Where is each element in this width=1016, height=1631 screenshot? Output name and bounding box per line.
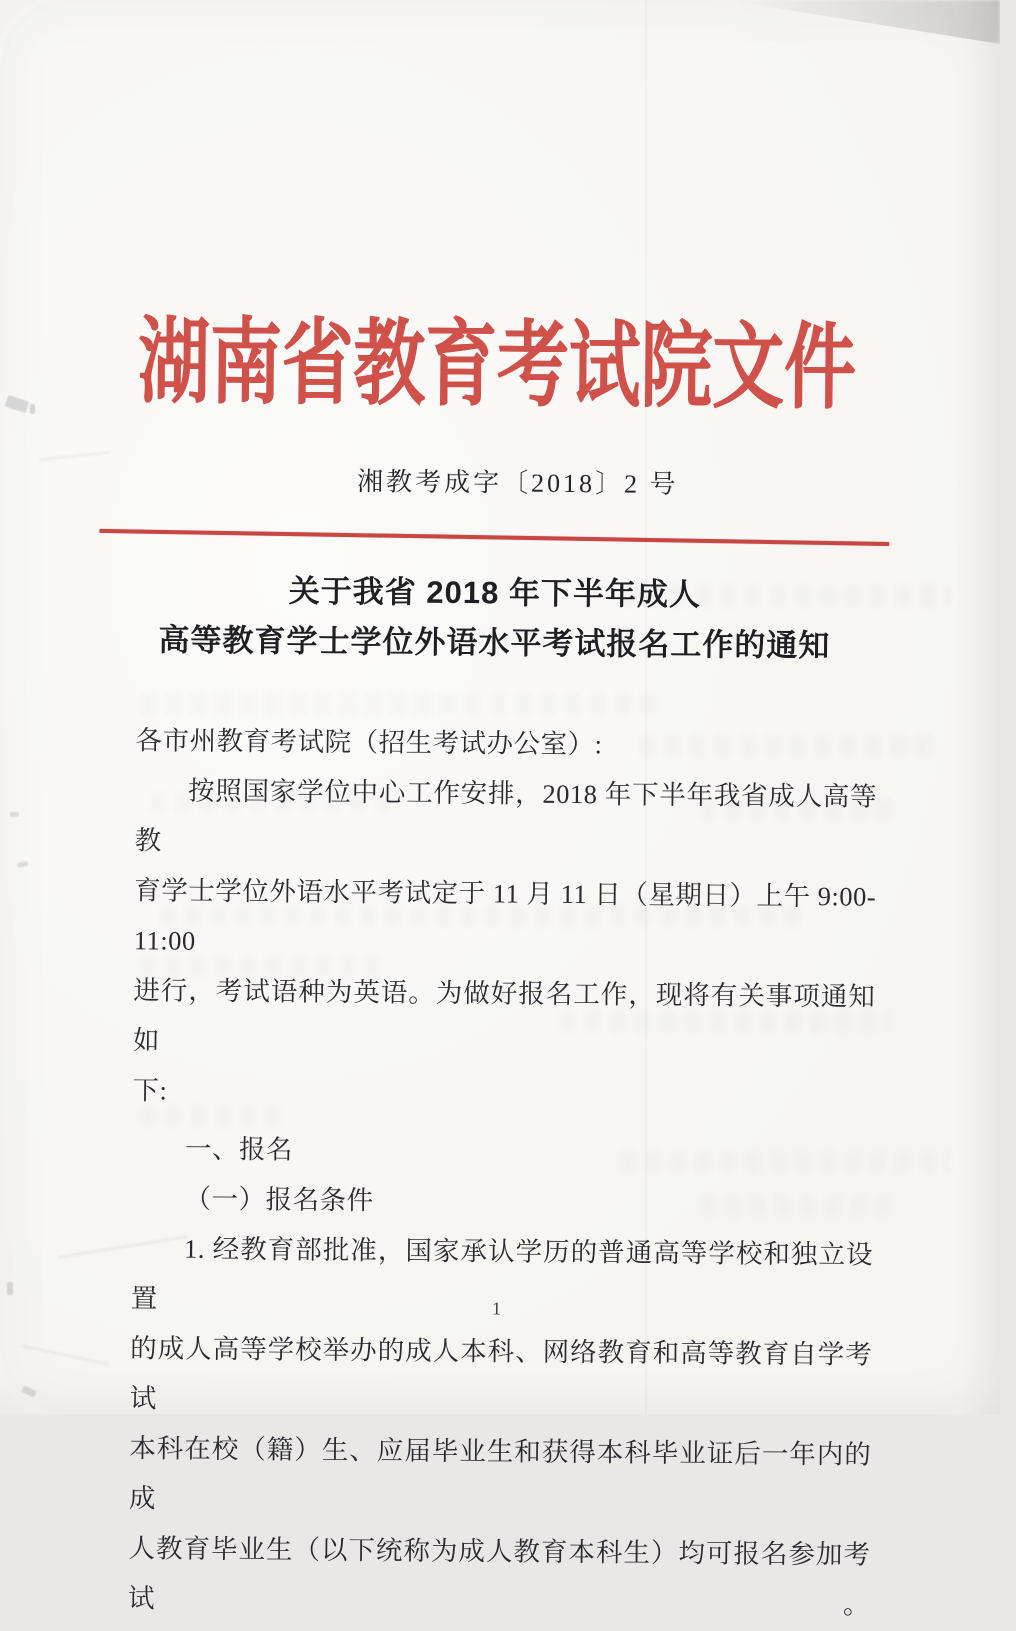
body-line: 1. 经教育部批准，国家承认学历的普通高等学校和独立设置 [130,1233,874,1314]
body-line: 进行，考试语种为英语。为做好报名工作，现将有关事项通知如 [132,975,876,1056]
body-line: 的成人高等学校举办的成人本科、网络教育和高等教育自学考试 [129,1333,873,1414]
body-line-subsection-heading: （一）报名条件 [184,1183,374,1216]
letterhead-org-title: 湖南省教育考试院文件 [137,310,857,421]
body-line: 本科在校（籍）生、应届毕业生和获得本科毕业证后一年内的成 [128,1433,872,1514]
body-line: 按照国家学位中心工作安排，2018 年下半年我省成人高等教 [134,775,878,856]
page-number: 1 [492,1298,502,1319]
notice-title [0,564,995,673]
notice-body [128,715,878,1629]
body-line: 育学士学位外语水平考试定于 11 月 11 日（星期日）上午 9:00-11:00 [133,875,877,956]
letterhead-banner [0,308,997,429]
body-line: 人教育毕业生（以下统称为成人教育本科生）均可报名参加考试。 [127,1533,871,1620]
notice-title-line1: 关于我省 2018 年下半年成人 [288,573,702,613]
letterhead-red-rule [99,529,889,546]
body-line-section-heading: 一、报名 [184,1133,294,1165]
body-line: 下: [132,1075,168,1106]
body-line-salutation: 各市州教育考试院（招生考试办公室）: [135,725,603,760]
document-number: 湘教考成字〔2018〕2 号 [356,467,679,499]
notice-title-line2: 高等教育学士学位外语水平考试报名工作的通知 [158,622,831,664]
